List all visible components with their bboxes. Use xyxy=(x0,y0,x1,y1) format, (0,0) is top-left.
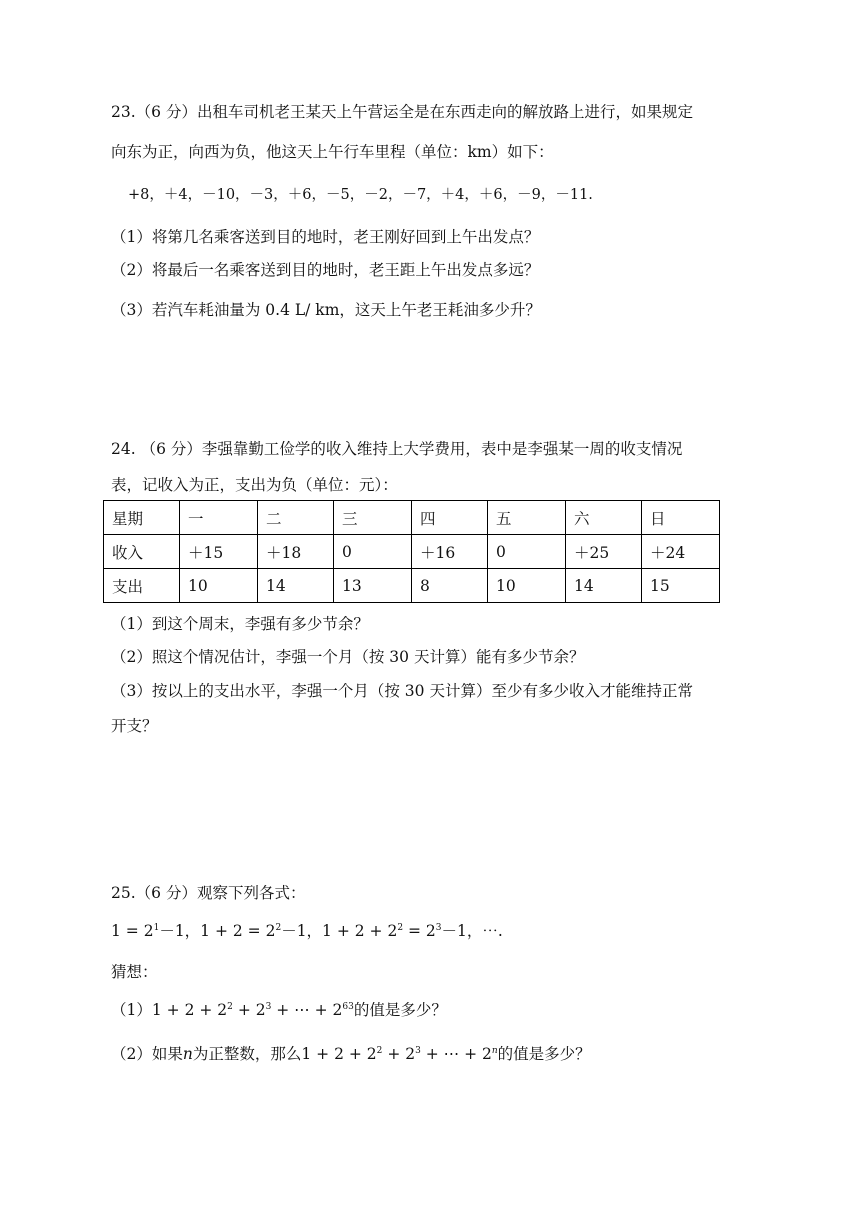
q24-subquestion-3-line2: 开支？ xyxy=(111,717,158,735)
table-cell: ＋16 xyxy=(412,535,488,569)
q25-sub2-suffix: 的值是多少？ xyxy=(497,1045,591,1063)
q23-stem-line2: 向东为正，向西为负，他这天上午行车里程（单位：km）如下： xyxy=(111,143,554,161)
table-cell: 0 xyxy=(488,535,566,569)
q25-guess-label: 猜想： xyxy=(111,963,158,981)
table-cell: 支出 xyxy=(104,569,180,603)
q24-stem-line2: 表，记收入为正，支出为负（单位：元）： xyxy=(111,476,398,494)
table-cell: 14 xyxy=(566,569,642,603)
table-cell: 15 xyxy=(642,569,720,603)
q23-stem-line1: 23.（6 分）出租车司机老王某天上午营运全是在东西走向的解放路上进行，如果规定 xyxy=(111,103,693,121)
q25-observed-equations: $1 = 2^1-1$，$1 + 2 = 2^2-1$，$1 + 2 + 2^2 = 2^3-1$，⋯. xyxy=(111,922,503,940)
table-cell: 8 xyxy=(412,569,488,603)
q25-sub1-prefix: （1） xyxy=(111,1001,152,1019)
q25-variable-n: n xyxy=(182,1045,193,1063)
q25-sub1-suffix: 的值是多少？ xyxy=(353,1001,447,1019)
table-cell: ＋25 xyxy=(566,535,642,569)
q25-stem: 25.（6 分）观察下列各式： xyxy=(111,884,306,902)
q23-subquestion-1: （1）将第几名乘客送到目的地时，老王刚好回到上午出发点？ xyxy=(111,228,540,246)
table-cell: ＋24 xyxy=(642,535,720,569)
q25-sub1-expression: $1 + 2 + 2^2 + 2^3$ + ⋯ + $2^{63}$ xyxy=(151,1001,354,1019)
table-cell: 五 xyxy=(488,501,566,535)
table-cell: 三 xyxy=(334,501,412,535)
q23-subquestion-2: （2）将最后一名乘客送到目的地时，老王距上午出发点多远？ xyxy=(111,261,540,279)
q25-subquestion-1 xyxy=(111,999,447,1021)
q23-mileage-data: +8，＋4，－10，－3，＋6，－5，－2，－7，＋4，＋6，－9，－11. xyxy=(128,187,593,203)
table-header-row xyxy=(104,501,720,535)
table-cell: ＋18 xyxy=(258,535,334,569)
table-cell: 0 xyxy=(334,535,412,569)
q24-subquestion-1: （1）到这个周末，李强有多少节余？ xyxy=(111,615,369,633)
q24-subquestion-3-line1: （3）按以上的支出水平，李强一个月（按 30 天计算）至少有多少收入才能维持正常 xyxy=(111,682,693,700)
q24-stem-line1: 24. （6 分）李强靠勤工俭学的收入维持上大学费用，表中是李强某一周的收支情况 xyxy=(111,440,683,458)
table-cell: 一 xyxy=(180,501,258,535)
table-cell: 收入 xyxy=(104,535,180,569)
table-cell: 10 xyxy=(488,569,566,603)
q25-sub2-mid: 为正整数，那么 xyxy=(192,1045,302,1063)
table-row-income xyxy=(104,535,720,569)
q25-sub2-prefix: （2）如果 xyxy=(111,1045,183,1063)
q23-subquestion-3: （3）若汽车耗油量为 0.4 L/ km，这天上午老王耗油多少升？ xyxy=(111,301,541,319)
table-cell: 14 xyxy=(258,569,334,603)
table-cell: 六 xyxy=(566,501,642,535)
table-cell: 10 xyxy=(180,569,258,603)
table-row-expense xyxy=(104,569,720,603)
table-cell: 13 xyxy=(334,569,412,603)
table-cell: 二 xyxy=(258,501,334,535)
table-cell: 日 xyxy=(642,501,720,535)
table-cell: 星期 xyxy=(104,501,180,535)
q25-sub2-expression: $1 + 2 + 2^2 + 2^3$ + ⋯ + $2^n$ xyxy=(301,1045,498,1063)
q24-subquestion-2: （2）照这个情况估计，李强一个月（按 30 天计算）能有多少节余？ xyxy=(111,648,585,666)
q25-subquestion-2 xyxy=(111,1043,591,1065)
table-cell: ＋15 xyxy=(180,535,258,569)
income-expense-table xyxy=(103,500,720,603)
table-cell: 四 xyxy=(412,501,488,535)
